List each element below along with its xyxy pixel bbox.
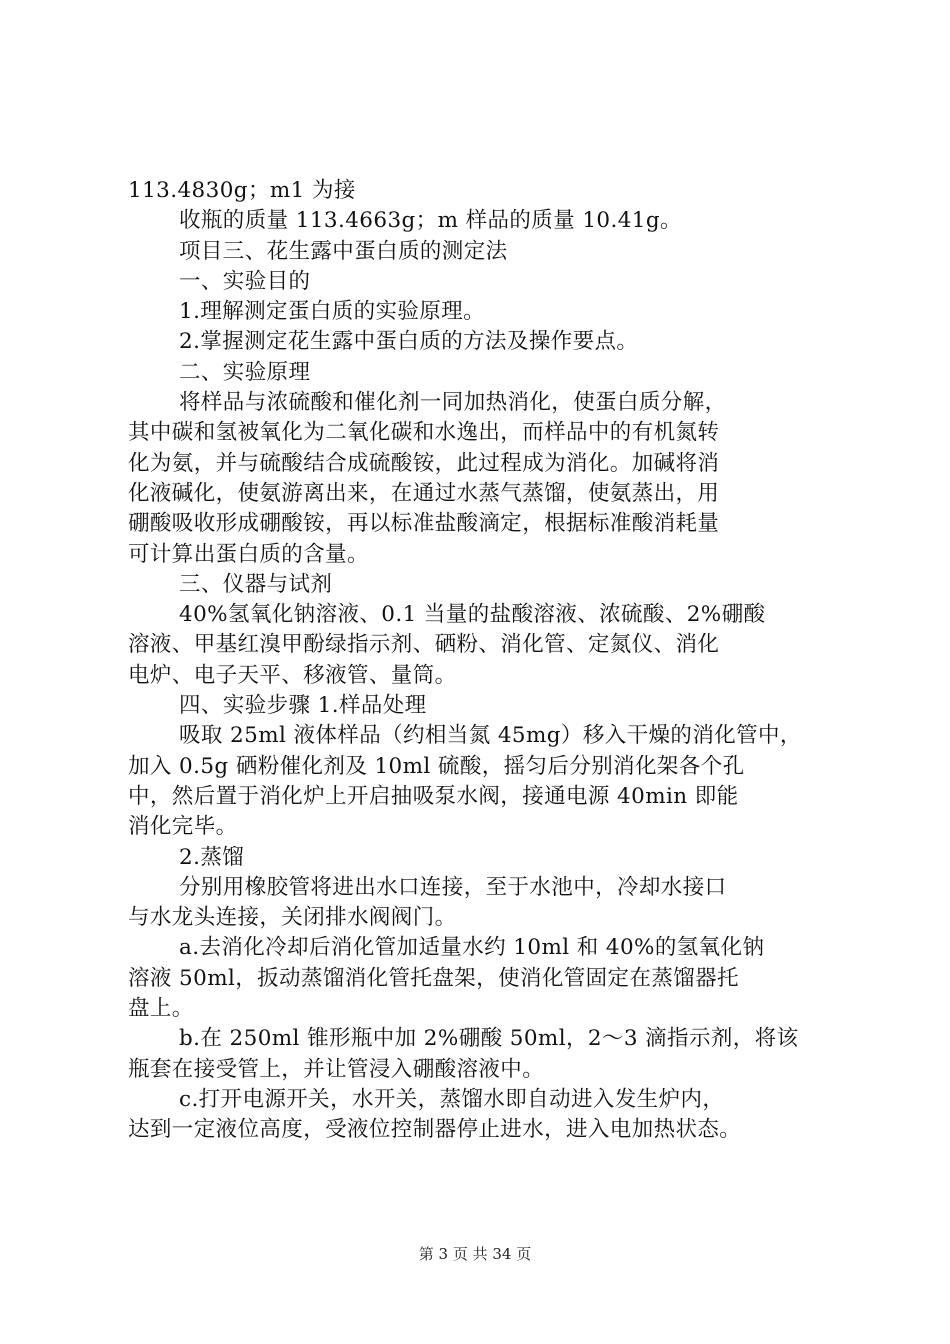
text-line: 盘上。 xyxy=(128,996,194,1022)
text-line: 溶液、甲基红溴甲酚绿指示剂、硒粉、消化管、定氮仪、消化 xyxy=(128,632,720,658)
text-line: 2.掌握测定花生露中蛋白质的方法及操作要点。 xyxy=(179,329,639,355)
text-line: a.去消化冷却后消化管加适量水约 10ml 和 40%的氢氧化钠 xyxy=(179,935,765,961)
text-line: 分别用橡胶管将进出水口连接，至于水池中，冷却水接口 xyxy=(179,874,727,900)
text-line: 中，然后置于消化炉上开启抽吸泵水阀，接通电源 40min 即能 xyxy=(128,783,739,809)
text-line: 溶液 50ml，扳动蒸馏消化管托盘架，使消化管固定在蒸馏器托 xyxy=(128,965,739,991)
text-line: 达到一定液位高度，受液位控制器停止进水，进入电加热状态。 xyxy=(128,1117,742,1143)
text-line: 四、实验步骤 1.样品处理 xyxy=(179,693,427,719)
text-line: 1.理解测定蛋白质的实验原理。 xyxy=(179,299,486,325)
text-line: 40%氢氧化钠溶液、0.1 当量的盐酸溶液、浓硫酸、2%硼酸 xyxy=(179,602,766,628)
text-line: 一、实验目的 xyxy=(179,268,311,294)
text-line: 化液碱化，使氨游离出来，在通过水蒸气蒸馏，使氨蒸出，用 xyxy=(128,480,720,506)
page-footer: 第 3 页 共 34 页 xyxy=(418,1245,532,1263)
text-line: 2.蒸馏 xyxy=(179,844,245,870)
text-line: 二、实验原理 xyxy=(179,359,311,385)
text-line: 吸取 25ml 液体样品（约相当氮 45mg）移入干燥的消化管中， xyxy=(179,723,802,749)
text-line: 其中碳和氢被氧化为二氧化碳和水逸出，而样品中的有机氮转 xyxy=(128,420,720,446)
text-line: b.在 250ml 锥形瓶中加 2%硼酸 50ml，2～3 滴指示剂，将该 xyxy=(179,1026,799,1052)
text-line: 硼酸吸收形成硼酸铵，再以标准盐酸滴定，根据标准酸消耗量 xyxy=(128,511,720,537)
document-body xyxy=(128,176,840,1146)
text-line: 加入 0.5g 硒粉催化剂及 10ml 硫酸，摇匀后分别消化架各个孔 xyxy=(128,753,745,779)
text-line: 化为氨，并与硫酸结合成硫酸铵，此过程成为消化。加碱将消 xyxy=(128,450,720,476)
text-line: c.打开电源开关，水开关，蒸馏水即自动进入发生炉内， xyxy=(179,1086,725,1112)
text-line: 收瓶的质量 113.4663g；m 样品的质量 10.41g。 xyxy=(179,208,682,234)
text-line: 可计算出蛋白质的含量。 xyxy=(128,541,369,567)
text-line: 消化完毕。 xyxy=(128,814,238,840)
text-line: 瓶套在接受管上，并让管浸入硼酸溶液中。 xyxy=(128,1056,545,1082)
text-line: 113.4830g；m1 为接 xyxy=(128,178,356,203)
text-line: 将样品与浓硫酸和催化剂一同加热消化，使蛋白质分解， xyxy=(179,390,727,416)
text-line: 电炉、电子天平、移液管、量筒。 xyxy=(128,662,457,688)
text-line: 与水龙头连接，关闭排水阀阀门。 xyxy=(128,905,457,931)
text-line: 项目三、花生露中蛋白质的测定法 xyxy=(179,238,508,264)
text-line: 三、仪器与试剂 xyxy=(179,571,333,597)
